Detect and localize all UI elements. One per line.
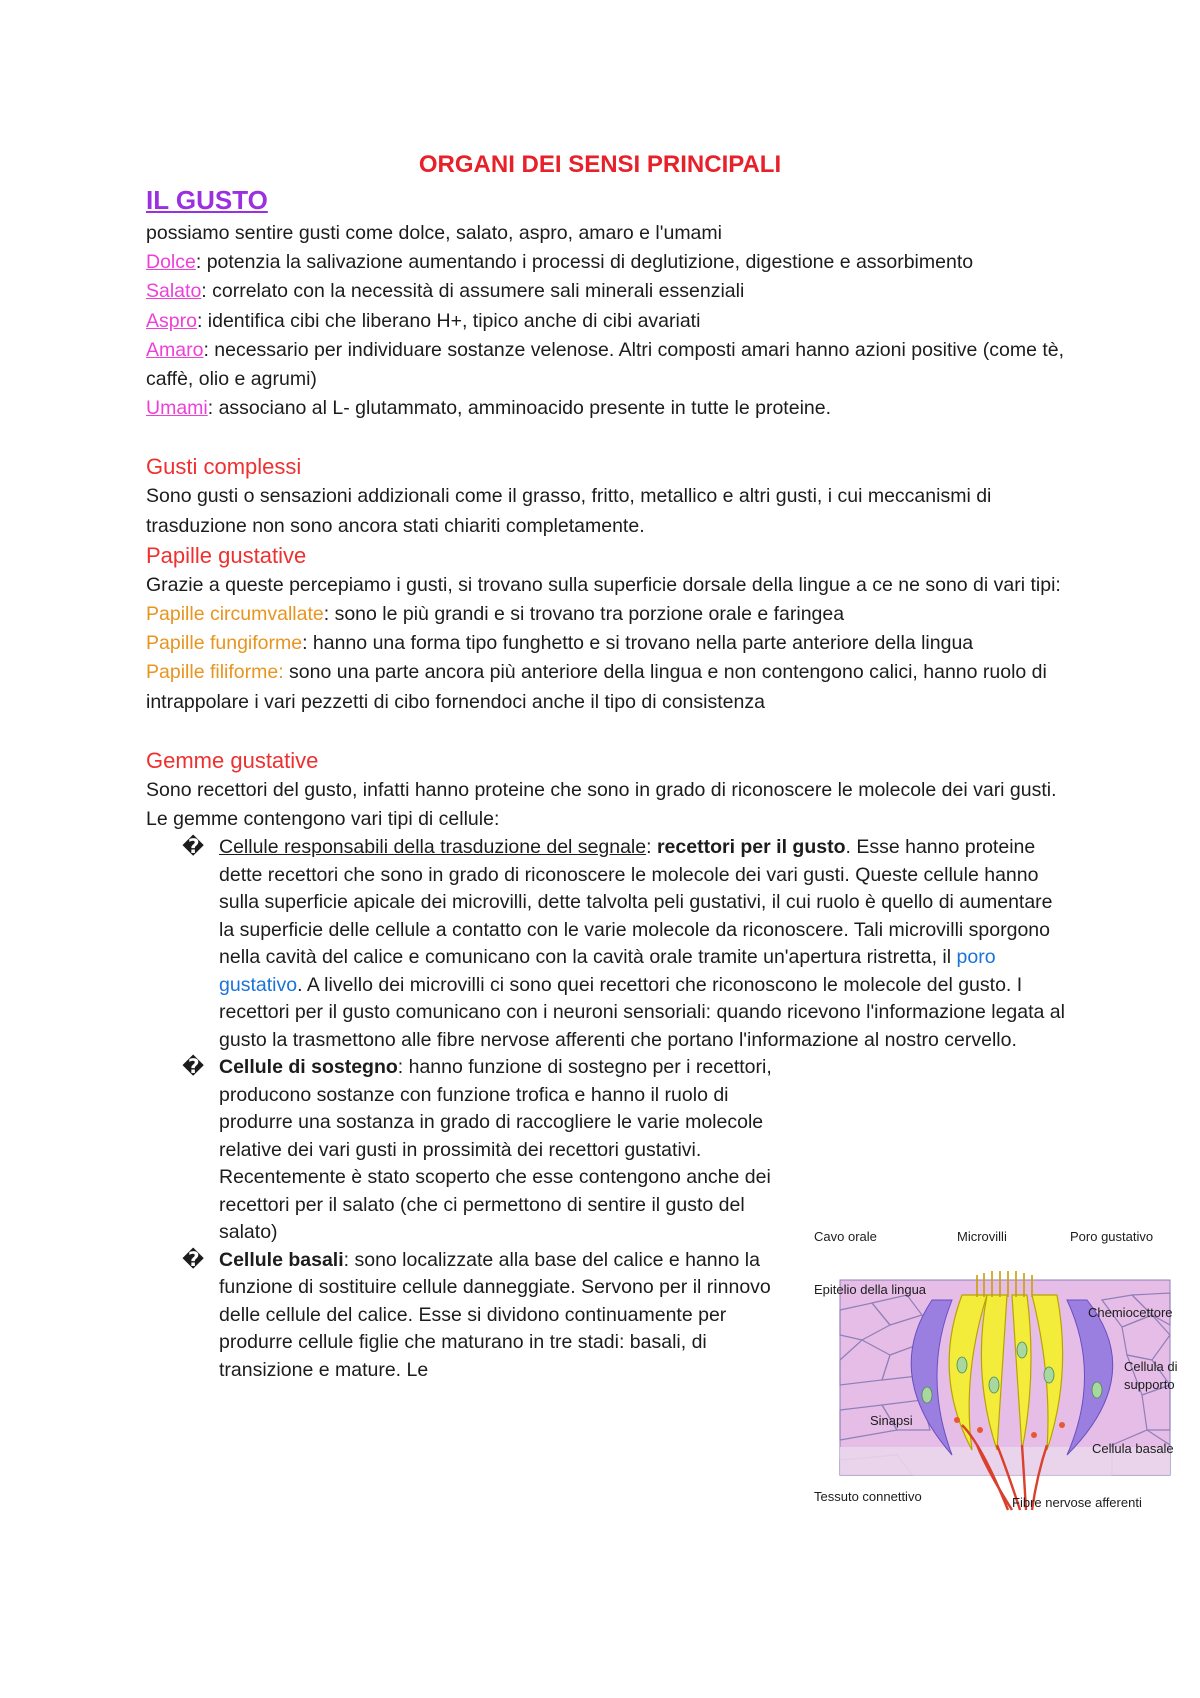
taste-desc: : potenzia la salivazione aumentando i processi di deglutizione, digestione e assorbimento — [195, 251, 974, 274]
taste-desc: : associano al L- glutammato, amminoacido presente in tutte le proteine. — [207, 397, 832, 420]
label-cavo-orale: Cavo orale — [814, 1229, 877, 1244]
cell-term-bold: Cellule di sostegno — [219, 1056, 398, 1079]
label-poro-gustativo: Poro gustativo — [1070, 1229, 1154, 1244]
papille-term: Papille filiforme: — [146, 661, 284, 684]
gusti-complessi-text: Sono gusti o sensazioni addizionali come il grasso, fritto, metallico e altri gusti, i cui meccanismi di trasduzione non sono ancora stati chiariti completamente. — [146, 485, 992, 537]
taste-umami — [146, 394, 1066, 423]
label-cellula-supporto-2: supporto — [1124, 1377, 1175, 1392]
taste-desc: : identifica cibi che liberano H+, tipico anche di cibi avariati — [196, 309, 701, 332]
label-cellula-basale: Cellula basale — [1092, 1441, 1174, 1456]
list-item-sostegno — [146, 1054, 779, 1247]
label-sinapsi: Sinapsi — [870, 1413, 913, 1428]
taste-term: Amaro — [146, 338, 204, 361]
bullet-icon: � — [182, 836, 205, 859]
poro-gustativo-term: poro gustativo — [219, 946, 996, 996]
papille-circumvallate — [146, 600, 1066, 629]
papille-desc: : hanno una forma tipo funghetto e si trovano nella parte anteriore della lingua — [302, 632, 974, 655]
taste-term: Dolce — [146, 251, 196, 274]
body-text — [146, 219, 1066, 1384]
taste-desc: : necessario per individuare sostanze velenose. Altri composti amari hanno azioni positive (come tè, caffè, olio e agrumi) — [146, 338, 1065, 391]
gemme-text: Sono recettori del gusto, infatti hanno proteine che sono in grado di riconoscere le molecole dei vari gusti. Le gemme contengono vari tipi di cellule: — [146, 778, 1057, 831]
label-epitelio: Epitelio della lingua — [814, 1282, 927, 1297]
label-tessuto-connettivo: Tessuto connettivo — [814, 1489, 922, 1504]
label-fibre-nervose: Fibre nervose afferenti — [1012, 1495, 1142, 1510]
bullet-icon: � — [182, 1248, 205, 1271]
cell-term-bold: Cellule basali — [219, 1248, 344, 1271]
label-cellula-supporto-1: Cellula di — [1124, 1359, 1178, 1374]
taste-aspro — [146, 307, 1066, 336]
taste-term: Salato — [146, 280, 202, 303]
taste-desc: : correlato con la necessità di assumere sali minerali essenziali — [201, 280, 745, 303]
label-microvilli: Microvilli — [957, 1229, 1007, 1244]
gemme-heading: Gemme gustative — [146, 747, 319, 773]
papille-filiforme — [146, 658, 1066, 716]
papille-fungiforme — [146, 629, 1066, 658]
taste-term: Umami — [146, 397, 208, 420]
bullet-icon: � — [182, 1056, 205, 1079]
cell-desc: : sono localizzate alla base del calice e hanno la funzione di sostituire cellule danneggiate. Servono per il rinnovo delle cellule del calice. Esse si dividono continuamente per produrre cellule figlie che maturano in tre stadi: basali, di transizione e mature. Le — [219, 1248, 771, 1381]
label-chemiocettore: Chemiocettore — [1088, 1305, 1173, 1320]
spacer — [146, 423, 1066, 452]
cell-desc: : hanno funzione di sostegno per i recettori, producono sostanze con funzione trofica e hanno il ruolo di produrre una sostanza in grado di raccogliere le varie molecole relative dei vari gusti in prossimità dei recettori gustativi. Recentemente è stato scoperto che esse contengono anche dei recettori per il salato (che ci permettono di sentire il gusto del salato) — [219, 1056, 772, 1244]
colon: : — [646, 836, 657, 859]
section-title: IL GUSTO — [146, 185, 268, 215]
papille-text: Grazie a queste percepiamo i gusti, si trovano sulla superficie dorsale della lingue a ce ne sono di vari tipi: — [146, 573, 1061, 596]
papille-desc: : sono le più grandi e si trovano tra porzione orale e faringea — [323, 603, 845, 626]
taste-dolce — [146, 248, 1066, 277]
gusti-complessi-heading: Gusti complessi — [146, 454, 302, 480]
taste-term: Aspro — [146, 309, 197, 332]
list-item-recettori — [146, 834, 1066, 1054]
document-title: ORGANI DEI SENSI PRINCIPALI — [418, 151, 782, 178]
papille-desc: sono una parte ancora più anteriore della lingua e non contengono calici, hanno ruolo di intrappolare i vari pezzetti di cibo fornendoci anche il tipo di consistenza — [146, 661, 1047, 713]
cell-term-bold: recettori per il gusto — [656, 836, 846, 859]
papille-term: Papille fungiforme — [146, 632, 303, 655]
papille-term: Papille circumvallate — [146, 603, 324, 626]
taste-salato — [146, 277, 1066, 306]
list-item-basali — [146, 1247, 779, 1385]
papille-heading: Papille gustative — [146, 542, 307, 568]
taste-amaro — [146, 336, 1066, 394]
taste-bud-diagram — [812, 1215, 1182, 1515]
cell-desc-continued: . A livello dei microvilli ci sono quei recettori che riconoscono le molecole del gusto. I recettori per il gusto comunicano con i neuroni sensoriali: quando ricevono l'informazione legata al gusto la trasmettono alle fibre nervose afferenti che portano l'informazione al nostro cervello. — [219, 973, 1065, 1051]
cell-term-underlined: Cellule responsabili della trasduzione del segnale — [219, 836, 647, 859]
cell-desc: . Esse hanno proteine dette recettori che sono in grado di riconoscere le molecole dei vari gusti. Queste cellule hanno sulla superficie apicale dei microvilli, dette talvolta peli gustativi, il cui ruolo è quello di aumentare la superficie delle cellule a contatto con le varie molecole da riconoscere. Tali microvilli sporgono nella cavità del calice e comunicano con la cavità orale tramite un'apertura ristretta, il — [219, 836, 1053, 969]
intro-paragraph: possiamo sentire gusti come dolce, salato, aspro, amaro e l'umami — [146, 222, 722, 244]
spacer — [146, 717, 1066, 746]
